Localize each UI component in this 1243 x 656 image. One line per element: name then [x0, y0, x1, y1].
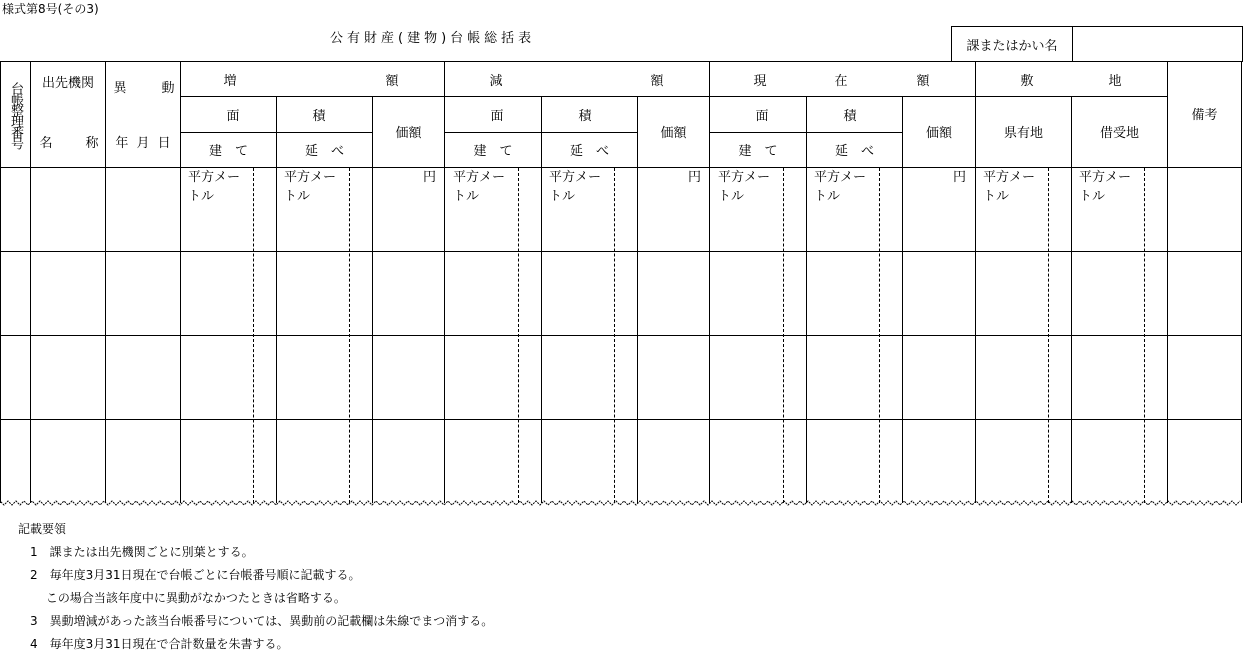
current-building: 建 て [738, 143, 778, 159]
instruction-item: この場合当該年度中に異動がなかつたときは省略する。 [30, 591, 346, 605]
current-header-1: 現 [753, 73, 767, 89]
decrease-area-2: 積 [578, 108, 592, 124]
instruction-item: 3 異動増減があった該当台帳番号については、異動前の記載欄は朱線でまつ消する。 [30, 614, 494, 628]
unit-sqm: 平方メー トル [1079, 170, 1132, 204]
unit-sqm: 平方メー トル [814, 170, 867, 204]
ledger-table [0, 61, 1243, 503]
department-field [951, 26, 1243, 62]
site-header-1: 敷 [1020, 73, 1034, 89]
unit-sqm: 平方メー トル [188, 170, 241, 204]
branch-header-top: 出先機関 [41, 75, 94, 91]
prefectural-land-header: 県有地 [1003, 125, 1043, 141]
decrease-price: 価額 [660, 125, 687, 141]
change-date-header: 年 月 日 [115, 135, 171, 151]
increase-area-1: 面 [226, 108, 240, 124]
unit-yen: 円 [423, 170, 437, 185]
decrease-header-2: 額 [650, 73, 664, 89]
unit-sqm: 平方メー トル [284, 170, 337, 204]
decrease-header-1: 減 [489, 73, 503, 89]
current-header-2: 在 [834, 73, 848, 89]
site-header-2: 地 [1108, 73, 1122, 89]
current-area-2: 積 [843, 108, 857, 124]
branch-header-bottom-1: 名 [39, 135, 53, 151]
table-cutoff-edge [0, 500, 1243, 506]
increase-price: 価額 [395, 125, 422, 141]
page-title: 公有財産(建物)台帳総括表 [330, 31, 536, 46]
current-floor: 延 べ [834, 143, 874, 159]
unit-sqm: 平方メー トル [453, 170, 506, 204]
department-label: 課またはかい名 [952, 27, 1073, 61]
decrease-floor: 延 べ [569, 143, 609, 159]
increase-area-2: 積 [312, 108, 326, 124]
unit-yen: 円 [953, 170, 967, 185]
increase-header-1: 増 [223, 73, 237, 89]
ledger-no-header: 台帳整理番号 [8, 82, 23, 148]
current-area-1: 面 [755, 108, 769, 124]
instruction-item: 1 課または出先機関ごとに別葉とする。 [30, 545, 254, 559]
remarks-header: 備考 [1191, 107, 1218, 123]
unit-sqm: 平方メー トル [718, 170, 771, 204]
instructions [18, 518, 493, 656]
unit-yen: 円 [688, 170, 702, 185]
instructions-heading: 記載要領 [18, 522, 67, 536]
change-header-top-1: 異 [113, 80, 127, 96]
form-number: 様式第8号(その3) [2, 2, 99, 16]
unit-sqm: 平方メー トル [983, 170, 1036, 204]
instruction-item: 4 毎年度3月31日現在で合計数量を朱書する。 [30, 637, 289, 651]
decrease-area-1: 面 [490, 108, 504, 124]
current-price: 価額 [925, 125, 952, 141]
instruction-item: 2 毎年度3月31日現在で台帳ごとに台帳番号順に記載する。 [30, 568, 361, 582]
department-value[interactable] [1073, 27, 1242, 61]
change-header-top-2: 動 [161, 80, 175, 96]
decrease-building: 建 て [473, 143, 513, 159]
increase-building: 建 て [208, 143, 248, 159]
increase-header-2: 額 [385, 73, 399, 89]
current-header-3: 額 [916, 73, 930, 89]
unit-sqm: 平方メー トル [549, 170, 602, 204]
branch-header-bottom-2: 称 [85, 135, 99, 151]
increase-floor: 延 べ [304, 143, 344, 159]
leased-land-header: 借受地 [1099, 125, 1139, 141]
